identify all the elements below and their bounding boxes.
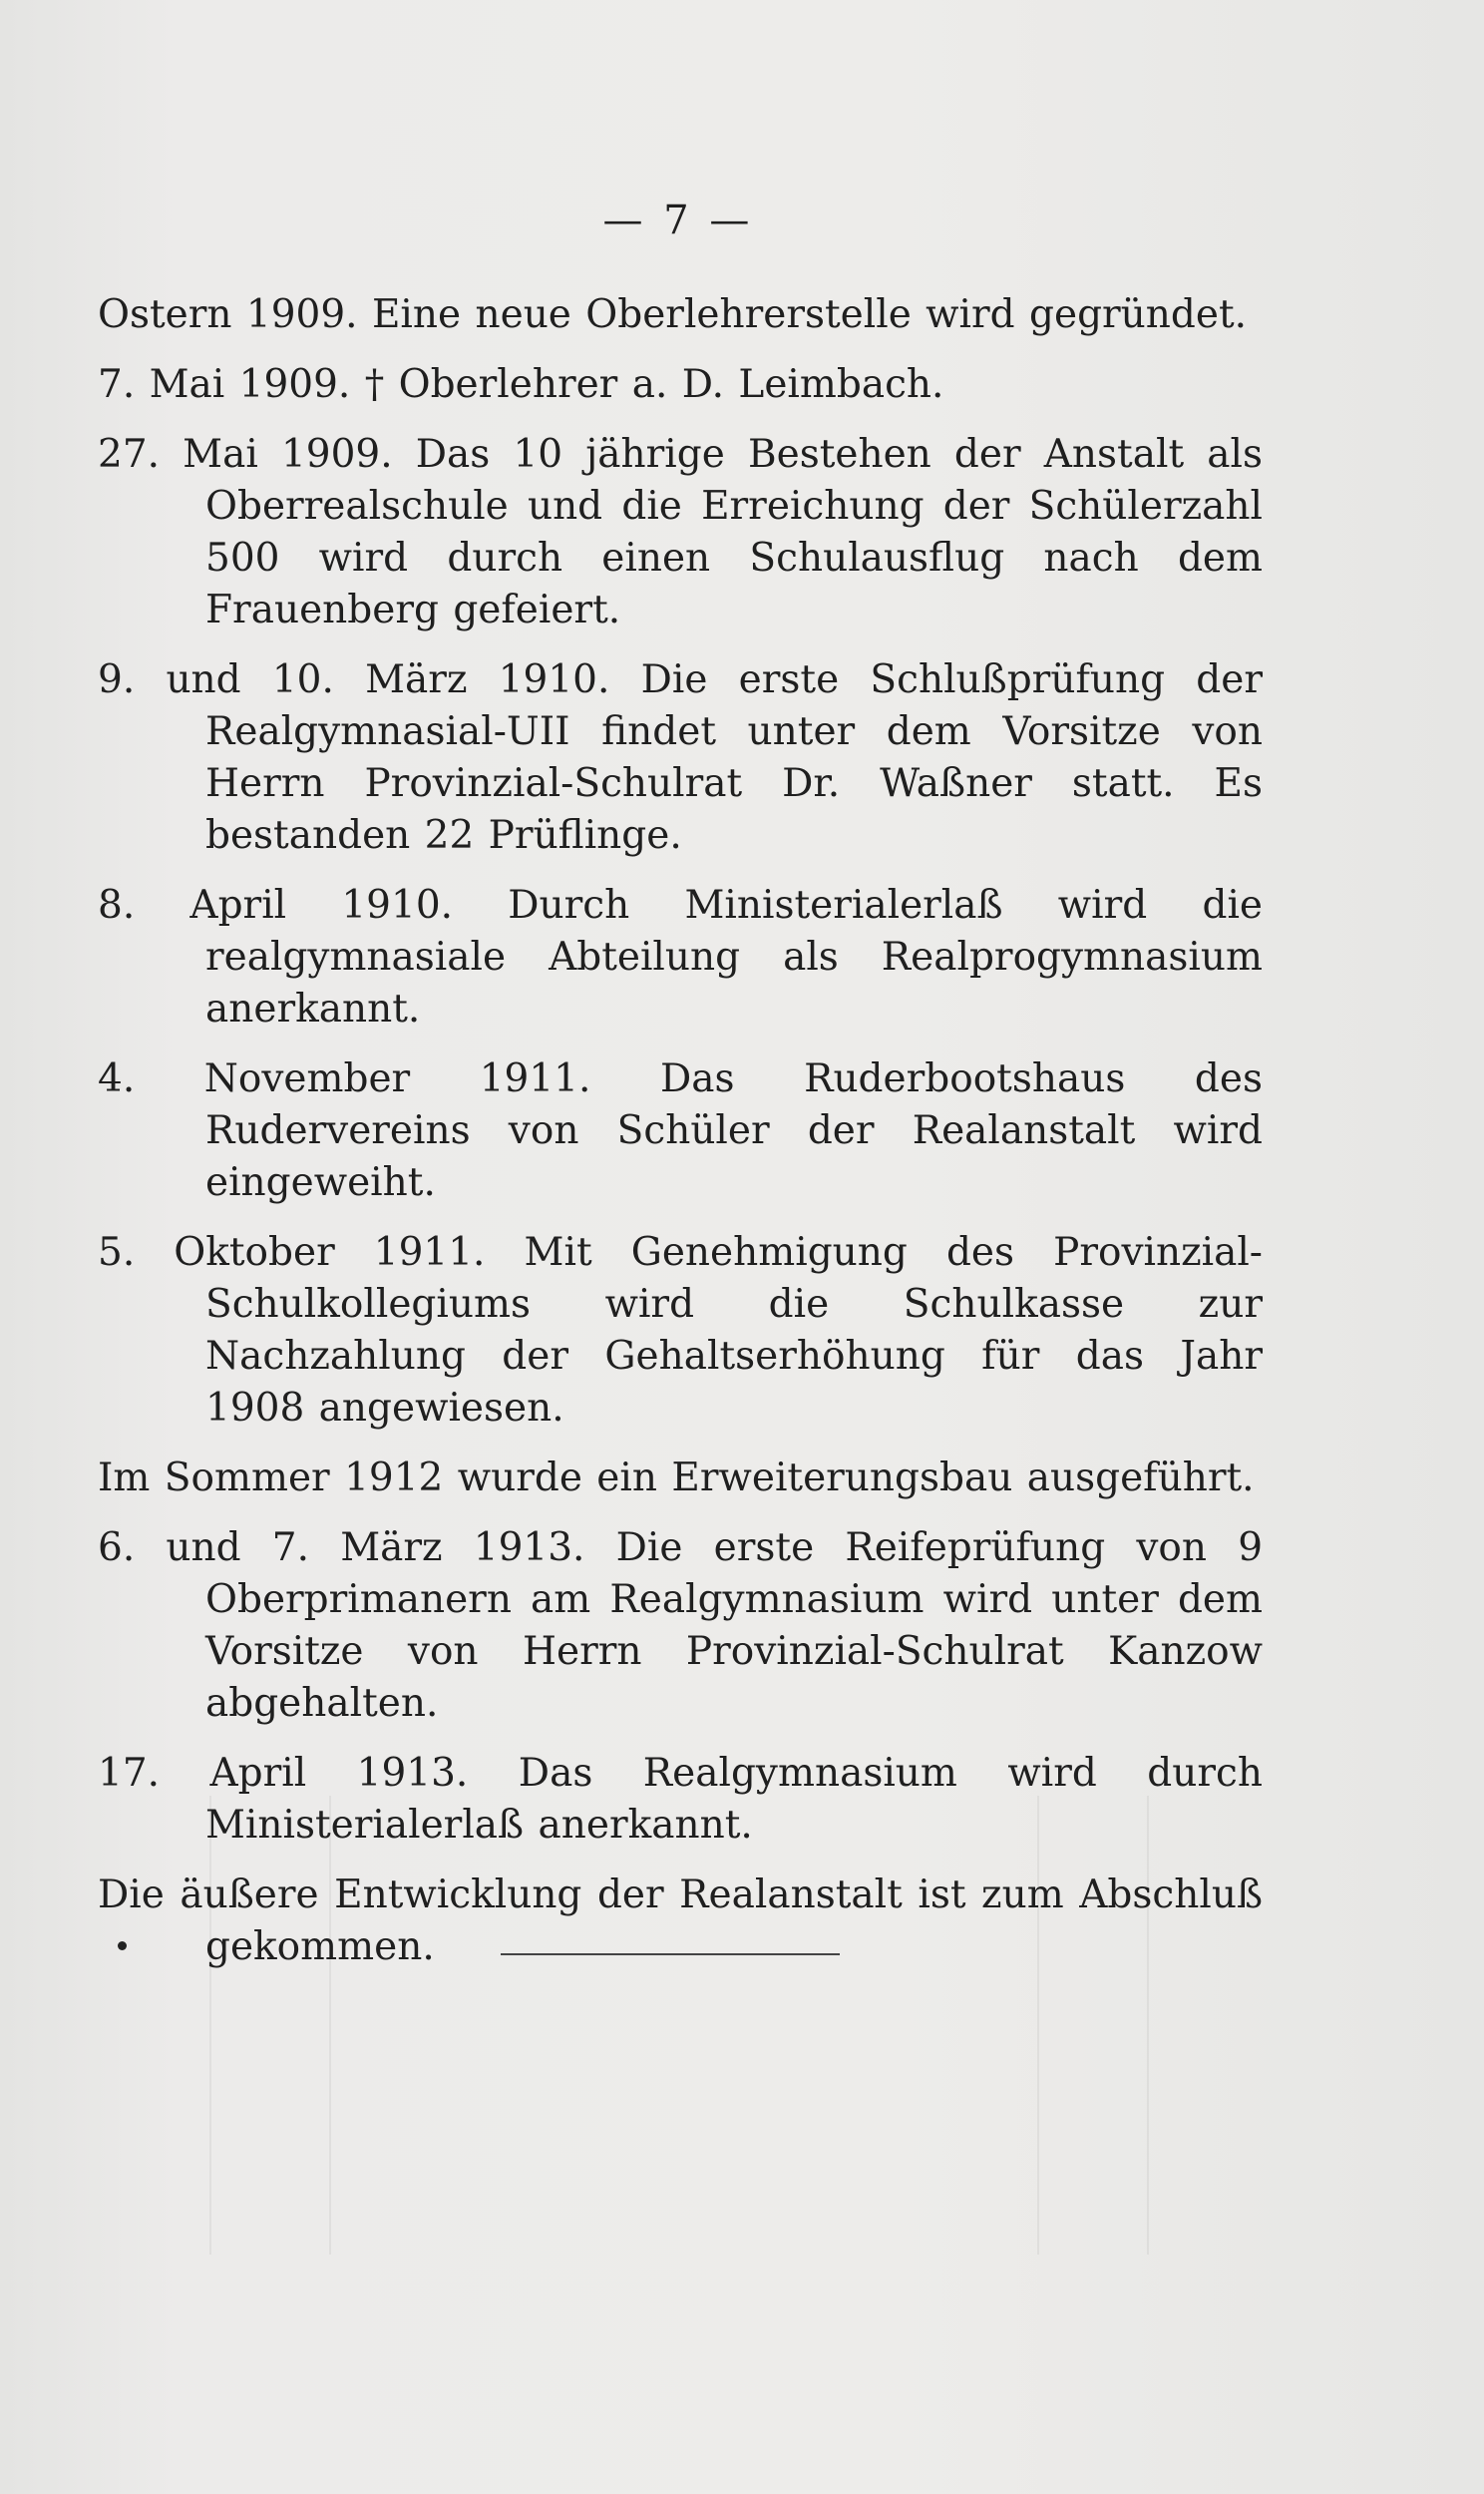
entry-date: 4. November 1911. bbox=[98, 1056, 591, 1101]
chronicle-entries bbox=[98, 289, 1263, 1991]
entry-text: Mit Genehmigung des Provinzial-Schulkollegiums wird die Schulkasse zur Nachzahlung der Gehaltserhöhung für das Jahr 1908 angewiesen. bbox=[205, 1230, 1263, 1431]
entry-date: 7. Mai 1909. bbox=[98, 362, 351, 407]
bleed-through-line bbox=[1037, 1796, 1039, 2255]
chronicle-entry bbox=[98, 1053, 1263, 1209]
chronicle-entry bbox=[98, 1748, 1263, 1852]
chronicle-entry bbox=[98, 1453, 1263, 1504]
bleed-through-line bbox=[329, 1796, 331, 2255]
entry-date: 9. und 10. März 1910. bbox=[98, 657, 610, 702]
closing-rule bbox=[501, 1953, 840, 1955]
page-number: — 7 — bbox=[602, 198, 754, 243]
chronicle-entry bbox=[98, 654, 1263, 862]
entry-date: 17. April 1913. bbox=[98, 1751, 469, 1796]
chronicle-entry bbox=[98, 429, 1263, 636]
entry-text: Die erste Reifeprüfung von 9 Oberprimanern am Realgymnasium wird unter dem Vorsitze von Herrn Provinzial-Schulrat Kanzow abgehalten. bbox=[205, 1525, 1264, 1726]
entry-date: 8. April 1910. bbox=[98, 883, 454, 928]
chronicle-entry bbox=[98, 1870, 1263, 1973]
ink-dot bbox=[118, 1941, 127, 1950]
chronicle-entry bbox=[98, 1227, 1263, 1435]
chronicle-entry bbox=[98, 880, 1263, 1036]
entry-text: Das 10 jährige Bestehen der Anstalt als Oberrealschule und die Erreichung der Schülerzahl 500 wird durch einen Schulausflug nach dem Frauenberg gefeiert. bbox=[205, 432, 1264, 632]
entry-text: Im Sommer 1912 wurde ein Erweiterungsbau ausgeführt. bbox=[98, 1455, 1255, 1500]
entry-text: Durch Ministerialerlaß wird die realgymnasiale Abteilung als Realprogymnasium anerkannt. bbox=[205, 883, 1264, 1032]
bleed-through-line bbox=[1147, 1796, 1149, 2255]
entry-text: Eine neue Oberlehrerstelle wird gegründet. bbox=[371, 292, 1248, 337]
entry-text: Das Realgymnasium wird durch Ministerialerlaß anerkannt. bbox=[205, 1751, 1263, 1848]
chronicle-entry bbox=[98, 359, 1263, 411]
bleed-through-line bbox=[209, 1796, 211, 2255]
entry-text: Das Ruderbootshaus des Rudervereins von Schüler der Realanstalt wird eingeweiht. bbox=[205, 1056, 1263, 1205]
entry-text: † Oberlehrer a. D. Leimbach. bbox=[364, 362, 944, 407]
entry-date: 6. und 7. März 1913. bbox=[98, 1525, 585, 1570]
entry-text: Die erste Schlußprüfung der Realgymnasial-UII findet unter dem Vorsitze von Herrn Provinzial-Schulrat Dr. Waßner statt. Es bestanden 22 Prüflinge. bbox=[205, 657, 1263, 858]
chronicle-entry bbox=[98, 289, 1263, 341]
chronicle-entry bbox=[98, 1522, 1263, 1730]
entry-date: 27. Mai 1909. bbox=[98, 432, 393, 477]
entry-date: Ostern 1909. bbox=[98, 292, 358, 337]
entry-text: Die äußere Entwicklung der Realanstalt ist zum Abschluß gekommen. bbox=[98, 1872, 1263, 1969]
entry-date: 5. Oktober 1911. bbox=[98, 1230, 486, 1275]
